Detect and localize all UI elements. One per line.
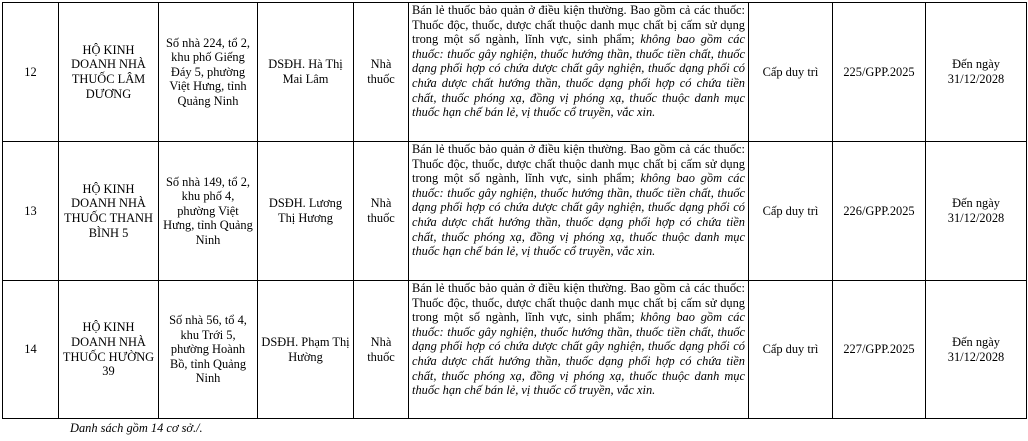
list-summary-note: Danh sách gồm 14 cơ sở./. [70,421,203,435]
validity-date: Đến ngày 31/12/2028 [926,142,1027,281]
business-name: HỘ KINH DOANH NHÀ THUỐC LÂM DƯƠNG [59,3,159,142]
business-scope [409,142,749,281]
responsible-pharmacist: DSĐH. Phạm Thị Hường [258,281,354,419]
business-name: HỘ KINH DOANH NHÀ THUỐC THANH BÌNH 5 [59,142,159,281]
business-type: Nhà thuốc [354,142,409,281]
business-type: Nhà thuốc [354,281,409,419]
business-address: Số nhà 56, tổ 4, khu Trới 5, phường Hoành Bồ, tỉnh Quảng Ninh [159,281,258,419]
table-row [3,142,1027,281]
table-row [3,3,1027,142]
responsible-pharmacist: DSĐH. Hà Thị Mai Lâm [258,3,354,142]
pharmacy-registry-table [2,2,1027,419]
scope-included: Bán lẻ thuốc bảo quản ở điều kiện thường. Bao gồm cả các thuốc: Thuốc độc, thuốc, dược chất thuộc danh mục chất bị cấm sử dụng trong một số ngành, lĩnh vực, sinh phẩm; [412,142,745,186]
row-number: 12 [3,3,59,142]
issuance-form: Cấp duy trì [749,142,833,281]
row-number: 13 [3,142,59,281]
validity-date: Đến ngày 31/12/2028 [926,3,1027,142]
scope-excluded: không bao gồm các thuốc: thuốc gây nghiện, thuốc hướng thần, thuốc tiền chất, thuốc dạng phối hợp có chứa dược chất gây nghiện, thuốc dạng phối có chứa dược chất hướng thần, thuốc dạng phối hợp có chứa tiền chất, thuốc phóng xạ, đồng vị phóng xạ, thuốc thuộc danh mục thuốc hạn chế bán lẻ, vị thuốc cổ truyền, vắc xin. [412,171,745,259]
validity-date: Đến ngày 31/12/2028 [926,281,1027,419]
issuance-form: Cấp duy trì [749,3,833,142]
scope-included: Bán lẻ thuốc bảo quản ở điều kiện thường. Bao gồm cả các thuốc: Thuốc độc, thuốc, dược chất thuộc danh mục chất bị cấm sử dụng trong một số ngành, lĩnh vực, sinh phẩm; [412,281,745,325]
business-scope [409,281,749,419]
business-address: Số nhà 224, tổ 2, khu phố Giếng Đáy 5, phường Việt Hưng, tỉnh Quảng Ninh [159,3,258,142]
scope-excluded: không bao gồm các thuốc: thuốc gây nghiện, thuốc hướng thần, thuốc tiền chất, thuốc dạng phối hợp có chứa dược chất gây nghiện, thuốc dạng phối có chứa dược chất hướng thần, thuốc dạng phối hợp có chứa tiền chất, thuốc phóng xạ, đồng vị phóng xạ, thuốc thuộc danh mục thuốc hạn chế bán lẻ, vị thuốc cổ truyền, vắc xin. [412,32,745,120]
certificate-number: 227/GPP.2025 [833,281,926,419]
business-address: Số nhà 149, tổ 2, khu phố 4, phường Việt Hưng, tỉnh Quảng Ninh [159,142,258,281]
certificate-number: 226/GPP.2025 [833,142,926,281]
scope-excluded: không bao gồm các thuốc: thuốc gây nghiện, thuốc hướng thần, thuốc tiền chất, thuốc dạng phối hợp có chứa dược chất gây nghiện, thuốc dạng phối có chứa dược chất hướng thần, thuốc dạng phối hợp có chứa tiền chất, thuốc phóng xạ, đồng vị phóng xạ, thuốc thuộc danh mục thuốc hạn chế bán lẻ, vị thuốc cổ truyền, vắc xin. [412,310,745,398]
table-row [3,281,1027,419]
scope-included: Bán lẻ thuốc bảo quản ở điều kiện thường. Bao gồm cả các thuốc: Thuốc độc, thuốc, dược chất thuộc danh mục chất bị cấm sử dụng trong một số ngành, lĩnh vực, sinh phẩm; [412,3,745,47]
responsible-pharmacist: DSĐH. Lương Thị Hương [258,142,354,281]
issuance-form: Cấp duy trì [749,281,833,419]
business-type: Nhà thuốc [354,3,409,142]
row-number: 14 [3,281,59,419]
business-name: HỘ KINH DOANH NHÀ THUỐC HƯỜNG 39 [59,281,159,419]
business-scope [409,3,749,142]
certificate-number: 225/GPP.2025 [833,3,926,142]
